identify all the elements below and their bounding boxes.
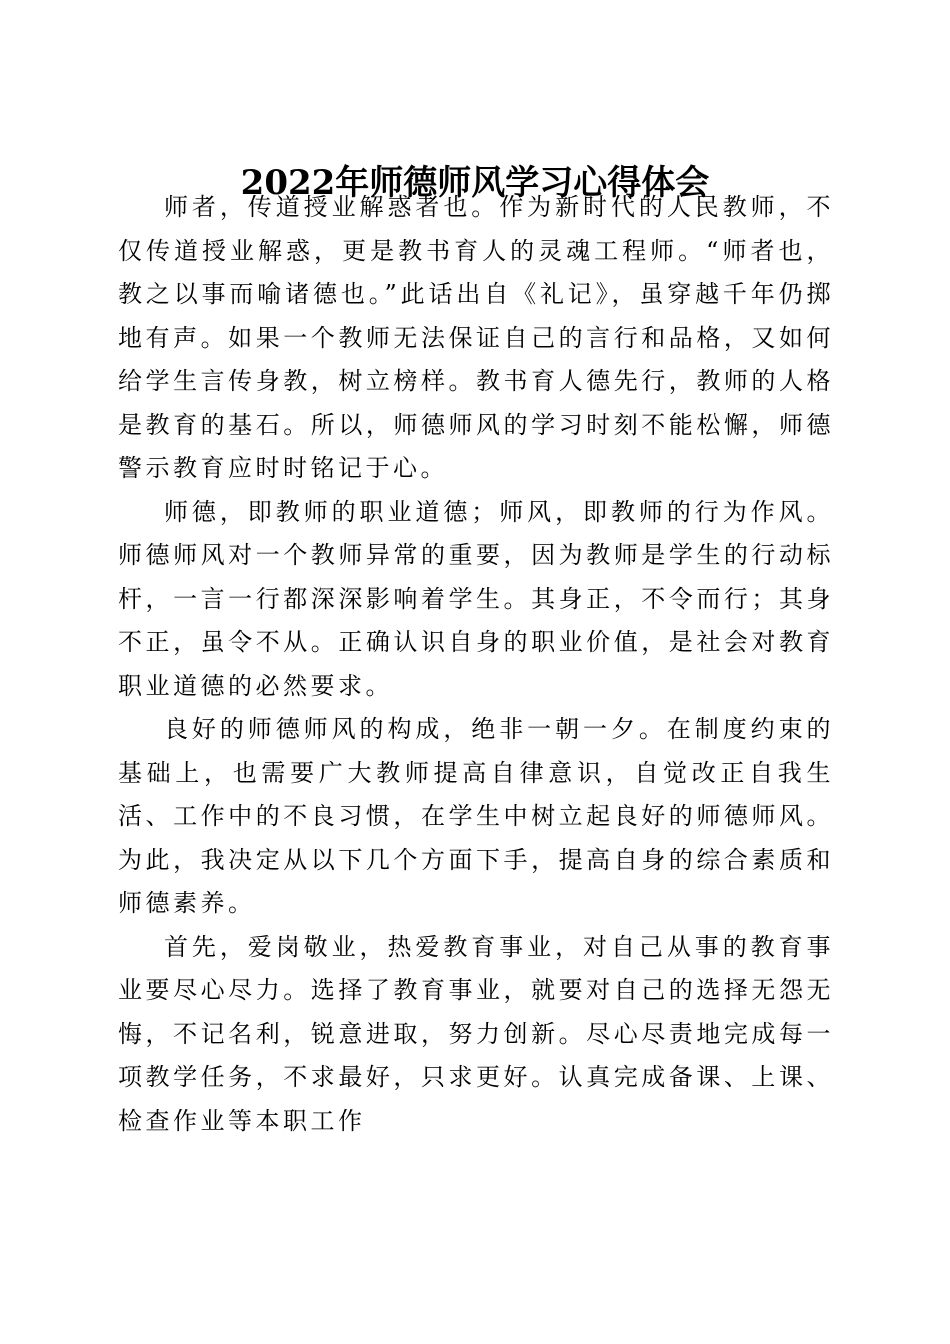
paragraph-2: 师德，即教师的职业道德；师风，即教师的行为作风。师德师风对一个教师异常的重要，因为教师是学生的行动标杆，一言一行都深深影响着学生。其身正，不令而行；其身不正，虽令不从。正确认识自身的职业价值，是社会对教育职业道德的必然要求。 bbox=[118, 497, 834, 700]
paragraph-1: 师者，传道授业解惑者也。作为新时代的人民教师，不仅传道授业解惑，更是教书育人的灵魂工程师。“师者也，教之以事而喻诸德也。”此话出自《礼记》，虽穿越千年仍掷地有声。如果一个教师无法保证自己的言行和品格，又如何给学生言传身教，树立榜样。教书育人德先行，教师的人格是教育的基石。所以，师德师风的学习时刻不能松懈，师德警示教育应时时铭记于心。 bbox=[118, 193, 834, 482]
page-title: 2022年师德师风学习心得体会 bbox=[240, 162, 710, 203]
document-body bbox=[118, 186, 834, 1143]
paragraph-3: 良好的师德师风的构成，绝非一朝一夕。在制度约束的基础上，也需要广大教师提高自律意识，自觉改正自我生活、工作中的不良习惯，在学生中树立起良好的师德师风。为此，我决定从以下几个方面下手，提高自身的综合素质和师德素养。 bbox=[118, 715, 834, 917]
paragraph-4: 首先，爱岗敬业，热爱教育事业，对自己从事的教育事业要尽心尽力。选择了教育事业，就要对自己的选择无怨无悔，不记名利，锐意进取，努力创新。尽心尽责地完成每一项教学任务，不求最好，只求更好。认真完成备课、上课、检查作业等本职工作 bbox=[118, 932, 834, 1135]
